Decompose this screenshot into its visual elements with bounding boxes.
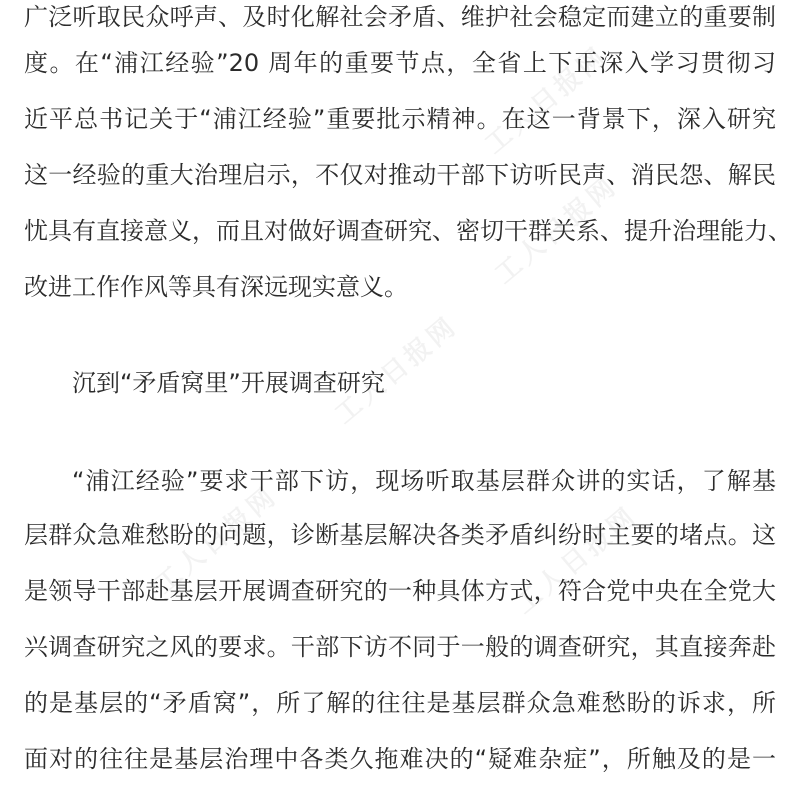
paragraph-2-line-2: 层群众急难愁盼的问题，诊断基层解决各类矛盾纠纷时主要的堵点。这 — [24, 521, 776, 549]
watermark: 工人日报网 — [479, 40, 614, 161]
paragraph-1-line-1: 广泛听取民众呼声、及时化解社会矛盾、维护社会稳定而建立的重要制 — [24, 3, 776, 31]
paragraph-1-line-6: 改进工作作风等具有深远现实意义。 — [24, 273, 408, 301]
paragraph-2-line-1: “浦江经验”要求干部下访，现场听取基层群众讲的实话，了解基 — [72, 467, 776, 495]
watermark: 工人日报网 — [509, 500, 644, 621]
paragraph-2-line-6: 面对的往往是基层治理中各类久拖难决的“疑难杂症”，所触及的是一 — [24, 745, 776, 773]
paragraph-1-line-2: 度。在“浦江经验”20 周年的重要节点，全省上下正深入学习贯彻习 — [24, 49, 776, 77]
paragraph-1-line-3: 近平总书记关于“浦江经验”重要批示精神。在这一背景下，深入研究 — [24, 105, 776, 133]
section-heading: 沉到“矛盾窝里”开展调查研究 — [72, 369, 385, 397]
paragraph-2-line-5: 的是基层的“矛盾窝”，所了解的往往是基层群众急难愁盼的诉求，所 — [24, 689, 776, 717]
watermark: 工人日报网 — [329, 310, 464, 431]
paragraph-1-line-4: 这一经验的重大治理启示，不仅对推动干部下访听民声、消民怨、解民 — [24, 161, 776, 189]
paragraph-1-line-5: 忧具有直接意义，而且对做好调查研究、密切干群关系、提升治理能力、 — [24, 217, 792, 245]
watermark: 工人日报网 — [489, 170, 624, 291]
paragraph-2-line-4: 兴调查研究之风的要求。干部下访不同于一般的调查研究，其直接奔赴 — [24, 633, 776, 661]
watermark: 工人日报网 — [149, 480, 284, 601]
paragraph-2-line-3: 是领导干部赴基层开展调查研究的一种具体方式，符合党中央在全党大 — [24, 577, 776, 605]
